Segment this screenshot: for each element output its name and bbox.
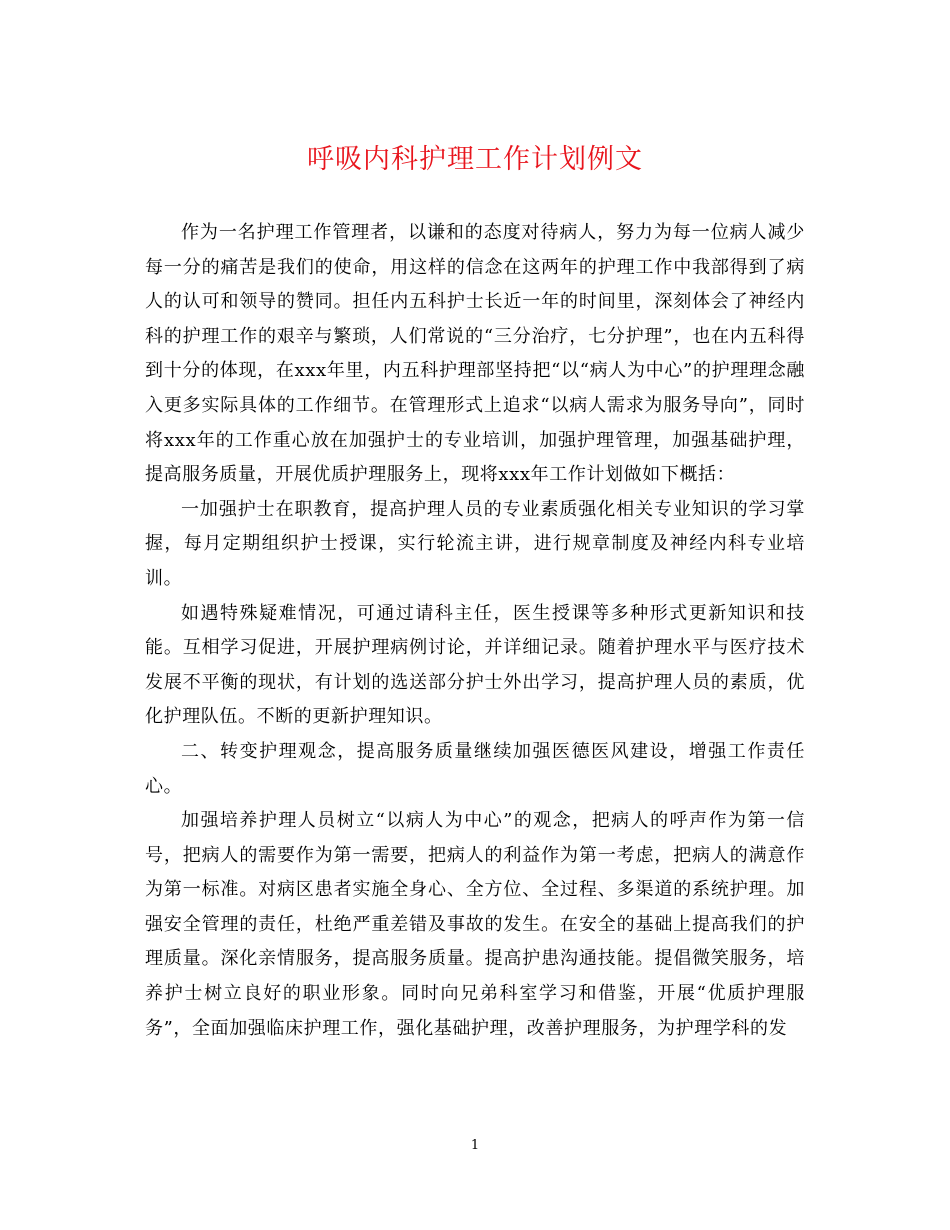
- document-body: [145, 216, 805, 1046]
- page-number: 1: [470, 1138, 480, 1153]
- paragraph-patient-centered: 加强培养护理人员树立“以病人为中心”的观念，把病人的呼声作为第一信号，把病人的需要作为第一需要，把病人的利益作为第一考虑，把病人的满意作为第一标准。对病区患者实施全身心、全方位、全过程、多渠道的系统护理。加强安全管理的责任，杜绝严重差错及事故的发生。在安全的基础上提高我们的护理质量。深化亲情服务，提高服务质量。提高护患沟通技能。提倡微笑服务，培养护士树立良好的职业形象。同时向兄弟科室学习和借鉴，开展“优质护理服务”，全面加强临床护理工作，强化基础护理，改善护理服务，为护理学科的发: [145, 810, 805, 1039]
- paragraph-section-one: 一加强护士在职教育，提高护理人员的专业素质强化相关专业知识的学习掌握，每月定期组织护士授课，实行轮流主讲，进行规章制度及神经内科专业培训。: [145, 498, 805, 589]
- paragraph-special-cases: 如遇特殊疑难情况，可通过请科主任，医生授课等多种形式更新知识和技能。互相学习促进，开展护理病例讨论，并详细记录。随着护理水平与医疗技术发展不平衡的现状，有计划的选送部分护士外出学习，提高护理人员的素质，优化护理队伍。不断的更新护理知识。: [145, 602, 805, 728]
- document-title: 呼吸内科护理工作计划例文: [307, 144, 643, 175]
- paragraph-section-two: 二、转变护理观念，提高服务质量继续加强医德医风建设，增强工作责任心。: [145, 740, 805, 797]
- paragraph-intro: 作为一名护理工作管理者，以谦和的态度对待病人，努力为每一位病人减少每一分的痛苦是我们的使命，用这样的信念在这两年的护理工作中我部得到了病人的认可和领导的赞同。担任内五科护士长近一年的时间里，深刻体会了神经内科的护理工作的艰辛与繁琐，人们常说的“三分治疗，七分护理”，也在内五科得到十分的体现，在xxx年里，内五科护理部坚持把“以“病人为中心”的护理理念融入更多实际具体的工作细节。在管理形式上追求“以病人需求为服务导向”，同时将xxx年的工作重心放在加强护士的专业培训，加强护理管理，加强基础护理，提高服务质量，开展优质护理服务上，现将xxx年工作计划做如下概括：: [145, 222, 805, 486]
